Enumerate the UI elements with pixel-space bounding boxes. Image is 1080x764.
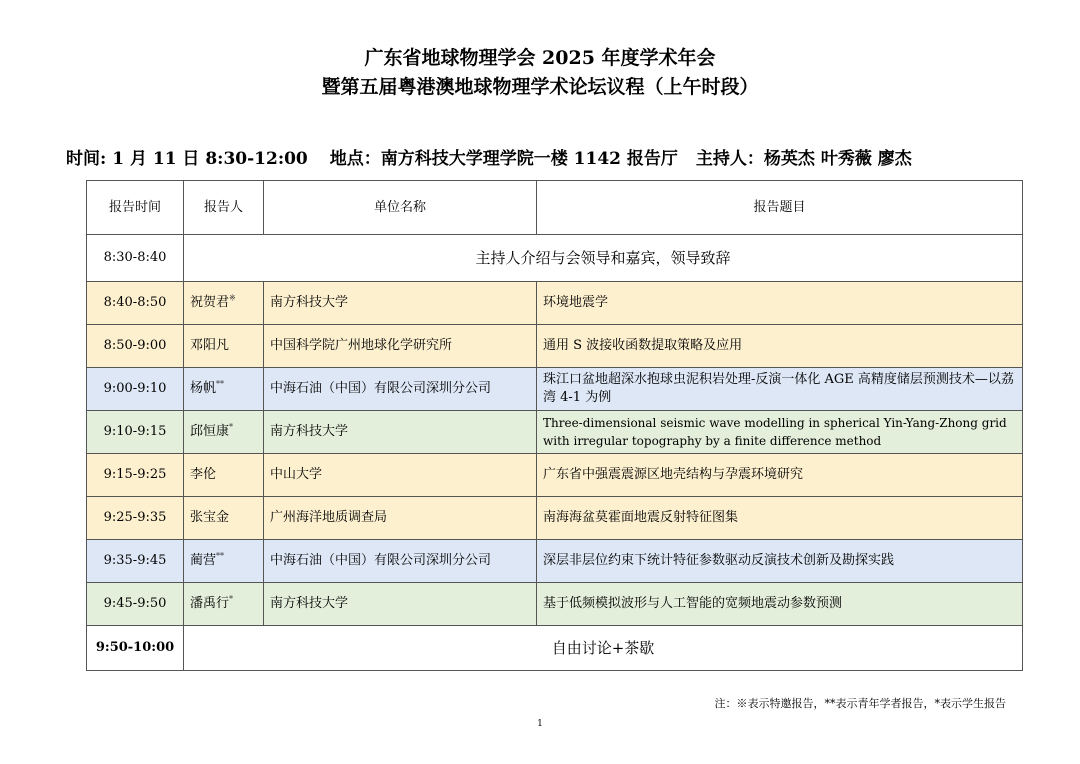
speaker-name: 潘禹行 <box>190 596 230 611</box>
speaker-name: 张宝金 <box>190 510 230 525</box>
meeting-location: 地点：南方科技大学理学院一楼 1142 报告厅 <box>329 149 678 169</box>
opening-time: 8:30-8:40 <box>87 235 184 282</box>
speaker-name: 蔺营 <box>190 553 217 568</box>
row-speaker <box>184 454 264 497</box>
closing-row <box>87 626 1023 671</box>
row-time: 8:50-9:00 <box>87 325 184 368</box>
speaker-name: 祝贺君 <box>190 295 230 310</box>
row-title: 南海海盆莫霍面地震反射特征图集 <box>537 497 1023 540</box>
row-unit: 南方科技大学 <box>264 282 537 325</box>
row-unit: 南方科技大学 <box>264 411 537 454</box>
speaker-name: 邱恒康 <box>190 424 230 439</box>
header-speaker: 报告人 <box>184 181 264 235</box>
row-time: 9:00-9:10 <box>87 368 184 411</box>
table-row <box>87 583 1023 626</box>
speaker-name: 李伦 <box>190 467 217 482</box>
header-unit: 单位名称 <box>264 181 537 235</box>
speaker-mark: * <box>229 422 234 432</box>
row-title: 基于低频模拟波形与人工智能的宽频地震动参数预测 <box>537 583 1023 626</box>
speaker-name: 杨帆 <box>190 381 217 396</box>
row-speaker <box>184 540 264 583</box>
row-time: 9:45-9:50 <box>87 583 184 626</box>
row-unit: 中山大学 <box>264 454 537 497</box>
speaker-mark: ※ <box>229 293 236 303</box>
speaker-mark: ** <box>216 379 225 389</box>
row-speaker <box>184 497 264 540</box>
table-row <box>87 411 1023 454</box>
page-number: 1 <box>537 719 543 729</box>
title-line-2: 暨第五届粤港澳地球物理学术论坛议程（上午时段） <box>321 76 759 98</box>
row-unit: 南方科技大学 <box>264 583 537 626</box>
row-time: 8:40-8:50 <box>87 282 184 325</box>
row-title: 广东省中强震震源区地壳结构与孕震环境研究 <box>537 454 1023 497</box>
header-time: 报告时间 <box>87 181 184 235</box>
row-title: Three-dimensional seismic wave modelling in spherical Yin-Yang-Zhong grid with irregular topography by a finite difference method <box>537 411 1023 454</box>
row-unit: 广州海洋地质调查局 <box>264 497 537 540</box>
legend-note: 注：※表示特邀报告，**表示青年学者报告，*表示学生报告 <box>714 697 1006 710</box>
row-time: 9:10-9:15 <box>87 411 184 454</box>
meeting-time: 时间: 1 月 11 日 8:30-12:00 <box>66 149 308 169</box>
table-row <box>87 282 1023 325</box>
table-row <box>87 325 1023 368</box>
row-title: 通用 S 波接收函数提取策略及应用 <box>537 325 1023 368</box>
row-time: 9:15-9:25 <box>87 454 184 497</box>
title-line-1: 广东省地球物理学会 2025 年度学术年会 <box>364 47 716 69</box>
row-time: 9:25-9:35 <box>87 497 184 540</box>
speaker-mark: ** <box>216 551 225 561</box>
agenda-table <box>86 180 1023 671</box>
row-time: 9:35-9:45 <box>87 540 184 583</box>
opening-row <box>87 235 1023 282</box>
closing-text: 自由讨论+茶歇 <box>184 626 1023 671</box>
row-unit: 中国科学院广州地球化学研究所 <box>264 325 537 368</box>
table-row <box>87 540 1023 583</box>
row-unit: 中海石油（中国）有限公司深圳分公司 <box>264 540 537 583</box>
speaker-mark: * <box>229 594 234 604</box>
row-speaker <box>184 282 264 325</box>
row-unit: 中海石油（中国）有限公司深圳分公司 <box>264 368 537 411</box>
table-header-row <box>87 181 1023 235</box>
meeting-hosts: 主持人：杨英杰 叶秀薇 廖杰 <box>695 149 912 169</box>
header-title: 报告题目 <box>537 181 1023 235</box>
table-row <box>87 368 1023 411</box>
speaker-name: 邓阳凡 <box>190 338 230 353</box>
row-speaker <box>184 368 264 411</box>
table-row <box>87 454 1023 497</box>
meeting-info <box>66 146 1026 172</box>
row-speaker <box>184 325 264 368</box>
row-speaker <box>184 411 264 454</box>
row-speaker <box>184 583 264 626</box>
closing-time: 9:50-10:00 <box>87 626 184 671</box>
table-row <box>87 497 1023 540</box>
opening-text: 主持人介绍与会领导和嘉宾，领导致辞 <box>184 235 1023 282</box>
row-title: 珠江口盆地超深水抱球虫泥积岩处理-反演一体化 AGE 高精度储层预测技术—以荔湾 4-1 为例 <box>537 368 1023 411</box>
row-title: 深层非层位约束下统计特征参数驱动反演技术创新及勘探实践 <box>537 540 1023 583</box>
row-title: 环境地震学 <box>537 282 1023 325</box>
